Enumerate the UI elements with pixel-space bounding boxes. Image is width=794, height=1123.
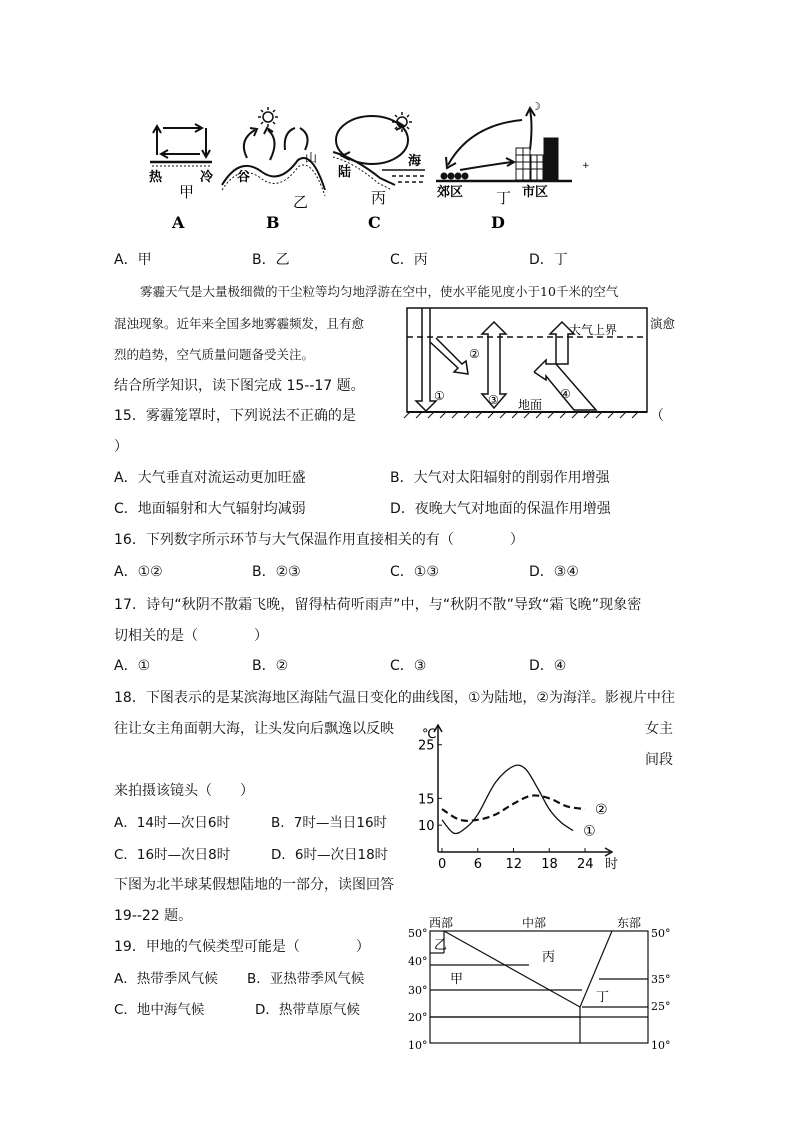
y-tick-label: 25 — [418, 738, 435, 754]
map-left-lat-30: 30° — [408, 984, 428, 997]
chart-labels — [418, 727, 618, 872]
q14-option-a[interactable]: A．甲 — [114, 252, 152, 268]
q19-stem: 19．甲地的气候类型可能是（ ） — [114, 939, 370, 955]
diagram-d-name: 丁 — [496, 189, 512, 207]
passage-line-4: 结合所学知识，读下图完成 15--17 题。 — [114, 378, 365, 394]
diagram-a-cold-label: 冷 — [200, 170, 214, 185]
x-tick-label: 6 — [473, 857, 483, 872]
q18-line-1: 18．下图表示的是某滨海地区海陆气温日变化的曲线图，①为陆地，②为海洋。影视片中往 — [114, 690, 675, 706]
moon-icon: ☽ — [531, 100, 541, 113]
ground-label: 地面 — [518, 398, 543, 412]
arrow-3-up — [482, 322, 506, 368]
q16-option-d[interactable]: D．③④ — [529, 564, 579, 580]
diagram-b-valley-label: 谷 — [237, 170, 251, 185]
trees-icon — [441, 173, 469, 180]
q15-option-c[interactable]: C．地面辐射和大气辐射均减弱 — [114, 501, 306, 517]
y-tick-label: 10 — [418, 819, 435, 835]
passage-line-2: 混浊现象。近年来全国多地雾霾频发，且有愈 — [114, 316, 365, 331]
sun-icon-c — [392, 112, 412, 132]
map-right-lat-35: 35° — [651, 973, 671, 986]
diagram-b-mountain-label: 山 — [305, 151, 318, 165]
radiation-diagram — [406, 306, 651, 418]
top-of-atmosphere-label: 大气上界 — [569, 323, 618, 337]
passage-line-3: 烈的趋势，空气质量问题备受关注。 — [114, 347, 315, 362]
diagram-d-letter: D — [491, 213, 505, 232]
y-axis-label: ℃ — [422, 727, 437, 742]
arrow-2 — [430, 338, 468, 374]
decorative-mark: + — [582, 161, 590, 171]
q14-option-c[interactable]: C．丙 — [390, 252, 428, 268]
series-line-1 — [442, 765, 573, 833]
y-tick-label: 15 — [418, 792, 435, 808]
q18-line-2: 往让女主角面朝大海，让头发向后飘逸以反映 — [114, 721, 394, 737]
q18-line-2-end: 女主 — [645, 721, 673, 737]
diagram-c-sea-label: 海 — [408, 154, 422, 169]
q16-stem: 16．下列数字所示环节与大气保温作用直接相关的有（ ） — [114, 532, 524, 548]
diagram-b-letter: B — [266, 213, 280, 232]
q17-option-d[interactable]: D．④ — [529, 658, 567, 674]
map-region-jia: 甲 — [450, 972, 464, 987]
q15-option-a[interactable]: A．大气垂直对流运动更加旺盛 — [114, 470, 306, 486]
map-right-lat-50: 50° — [651, 927, 671, 940]
x-tick-label: 18 — [541, 857, 558, 872]
diagram-b-name: 乙 — [293, 193, 309, 211]
q18-option-d[interactable]: D．6时—次日18时 — [271, 847, 389, 863]
passage-line-1: 雾霾天气是大量极细微的干尘粒等均匀地浮游在空中，使水平能见度小于10千米的空气 — [140, 284, 619, 299]
diagram-c-letter: C — [368, 213, 381, 232]
map-middle-label: 中部 — [522, 916, 547, 930]
x-tick-label: 12 — [505, 857, 523, 872]
temperature-chart — [410, 722, 640, 882]
map-region-yi: 乙 — [434, 938, 448, 953]
map-right-lat-10: 10° — [651, 1039, 671, 1052]
diagram-d-suburb-label: 郊区 — [437, 185, 464, 200]
arrow-1 — [416, 308, 436, 411]
diagram-a-name: 甲 — [179, 183, 195, 201]
q17-line-2: 切相关的是（ ） — [114, 628, 268, 644]
series-label-1: ① — [583, 823, 596, 840]
q16-option-c[interactable]: C．①③ — [390, 564, 439, 580]
map-region-bing: 丙 — [542, 950, 556, 965]
hypothetical-land-map — [404, 913, 684, 1053]
label-n3: ③ — [488, 393, 499, 407]
q19-option-a[interactable]: A．热带季风气候 — [114, 971, 218, 987]
q19-option-c[interactable]: C．地中海气候 — [114, 1002, 205, 1018]
chart-series — [442, 765, 585, 833]
q19-option-d[interactable]: D．热带草原气候 — [255, 1002, 360, 1018]
q15-stem: 15．雾霾笼罩时，下列说法不正确的是 — [114, 408, 356, 424]
diagram-a — [150, 124, 212, 166]
q18-option-c[interactable]: C．16时—次日8时 — [114, 847, 231, 863]
map-region-ding: 丁 — [596, 990, 610, 1005]
q18-option-a[interactable]: A．14时—次日6时 — [114, 815, 231, 831]
q15-paren-close: ） — [114, 439, 128, 455]
series-line-2 — [442, 795, 585, 820]
diagram-a-letter: A — [172, 213, 185, 232]
q15-option-d[interactable]: D．夜晚大气对地面的保温作用增强 — [390, 501, 611, 517]
label-n2: ② — [469, 347, 480, 361]
x-axis-label: 时 — [605, 857, 619, 872]
map-left-lat-20: 20° — [408, 1011, 428, 1024]
q16-option-a[interactable]: A．①② — [114, 564, 163, 580]
sun-icon-b — [258, 107, 278, 127]
x-tick-label: 24 — [577, 857, 594, 872]
q15-option-b[interactable]: B．大气对太阳辐射的削弱作用增强 — [390, 470, 610, 486]
q14-option-d[interactable]: D．丁 — [529, 252, 568, 268]
q15-paren-open: （ — [650, 408, 664, 424]
map-right-lat-25: 25° — [651, 1000, 671, 1013]
diagram-c-land-label: 陆 — [338, 165, 352, 180]
q18-option-b[interactable]: B．7时—当日16时 — [271, 815, 388, 831]
map-west-label: 西部 — [429, 916, 454, 930]
map-east-label: 东部 — [617, 916, 642, 930]
passage-line-2-end: 演愈 — [650, 316, 676, 331]
map-left-lat-40: 40° — [408, 955, 428, 968]
label-n4: ④ — [560, 387, 571, 401]
city-buildings-icon — [516, 138, 558, 180]
q17-line-1: 17．诗句“秋阴不散霜飞晚，留得枯荷听雨声”中，与“秋阴不散”导致“霜飞晚”现象密 — [114, 597, 642, 613]
q19-option-b[interactable]: B．亚热带季风气候 — [247, 971, 365, 987]
q18-line-3-end: 间段 — [645, 752, 673, 768]
map-left-lat-50: 50° — [408, 927, 428, 940]
diagram-a-hot-label: 热 — [149, 170, 163, 185]
q19-intro-line-2: 19--22 题。 — [114, 908, 193, 924]
label-n1: ① — [434, 389, 445, 403]
q14-option-b[interactable]: B．乙 — [252, 252, 290, 268]
series-label-2: ② — [595, 802, 608, 819]
q19-intro-line-1: 下图为北半球某假想陆地的一部分，读图回答 — [114, 877, 394, 893]
q17-option-a[interactable]: A．① — [114, 658, 151, 674]
q17-option-c[interactable]: C．③ — [390, 658, 427, 674]
x-tick-label: 0 — [438, 857, 447, 872]
circulation-diagrams — [0, 0, 794, 240]
q17-option-b[interactable]: B．② — [252, 658, 289, 674]
map-left-lat-10: 10° — [408, 1039, 428, 1052]
diagram-d-city-label: 市区 — [522, 185, 549, 200]
q16-option-b[interactable]: B．②③ — [252, 564, 301, 580]
diagram-c-name: 丙 — [371, 189, 387, 207]
q18-line-4: 来拍摄该镜头（ ） — [114, 783, 254, 799]
